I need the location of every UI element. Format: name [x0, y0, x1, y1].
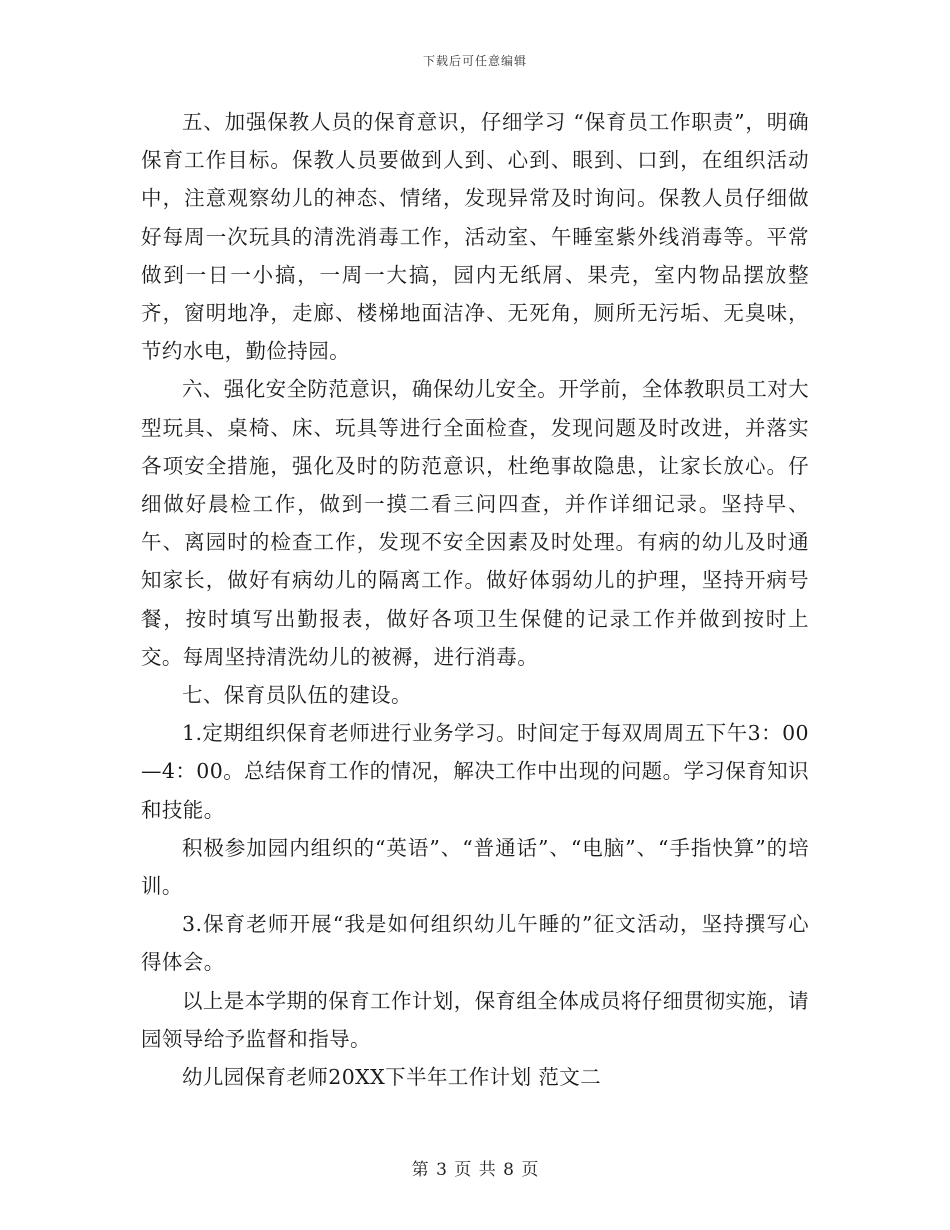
paragraph-5-hygiene-awareness: 五、加强保教人员的保育意识，仔细学习 “保育员工作职责”，明确保育工作目标。保教人员要做到人到、心到、眼到、口到，在组织活动中，注意观察幼儿的神态、情绪，发现异常及时询问。保教人员仔细做好每周一次玩具的清洗消毒工作，活动室、午睡室紫外线消毒等。平常做到一日一小搞，一周一大搞，园内无纸屑、果壳，室内物品摆放整齐，窗明地净，走廊、楼梯地面洁净、无死角，厕所无污垢、无臭味，节约水电，勤俭持园。 — [141, 110, 809, 364]
paragraph-training: 积极参加园内组织的“英语”、“普通话”、“电脑”、“手指快算”的培训。 — [141, 835, 809, 899]
paragraph-item-3-essay: 3.保育老师开展“我是如何组织幼儿午睡的”征文活动，坚持撰写心得体会。 — [141, 912, 809, 975]
paragraph-next-sample-title: 幼儿园保育老师20XX下半年工作计划 范文二 — [182, 1065, 602, 1090]
document-body — [141, 103, 809, 1096]
page-number-footer: 第 3 页 共 8 页 — [411, 1160, 539, 1180]
page-header-note: 下载后可任意编辑 — [422, 54, 527, 68]
paragraph-item-1-study: 1.定期组织保育老师进行业务学习。时间定于每双周周五下午3：00—4：00。总结保育工作的情况，解决工作中出现的问题。学习保育知识和技能。 — [141, 721, 809, 822]
paragraph-conclusion: 以上是本学期的保育工作计划，保育组全体成员将仔细贯彻实施，请园领导给予监督和指导。 — [141, 988, 809, 1051]
paragraph-7-team-building-heading: 七、保育员队伍的建设。 — [182, 683, 412, 708]
paragraph-6-safety-awareness: 六、强化安全防范意识，确保幼儿安全。开学前，全体教职员工对大型玩具、桌椅、床、玩具等进行全面检查，发现问题及时改进，并落实各项安全措施，强化及时的防范意识，杜绝事故隐患，让家长放心。仔细做好晨检工作，做到一摸二看三问四查，并作详细记录。坚持早、午、离园时的检查工作，发现不安全因素及时处理。有病的幼儿及时通知家长，做好有病幼儿的隔离工作。做好体弱幼儿的护理，坚持开病号餐，按时填写出勤报表，做好各项卫生保健的记录工作并做到按时上交。每周坚持清洗幼儿的被褥，进行消毒。 — [141, 377, 809, 669]
